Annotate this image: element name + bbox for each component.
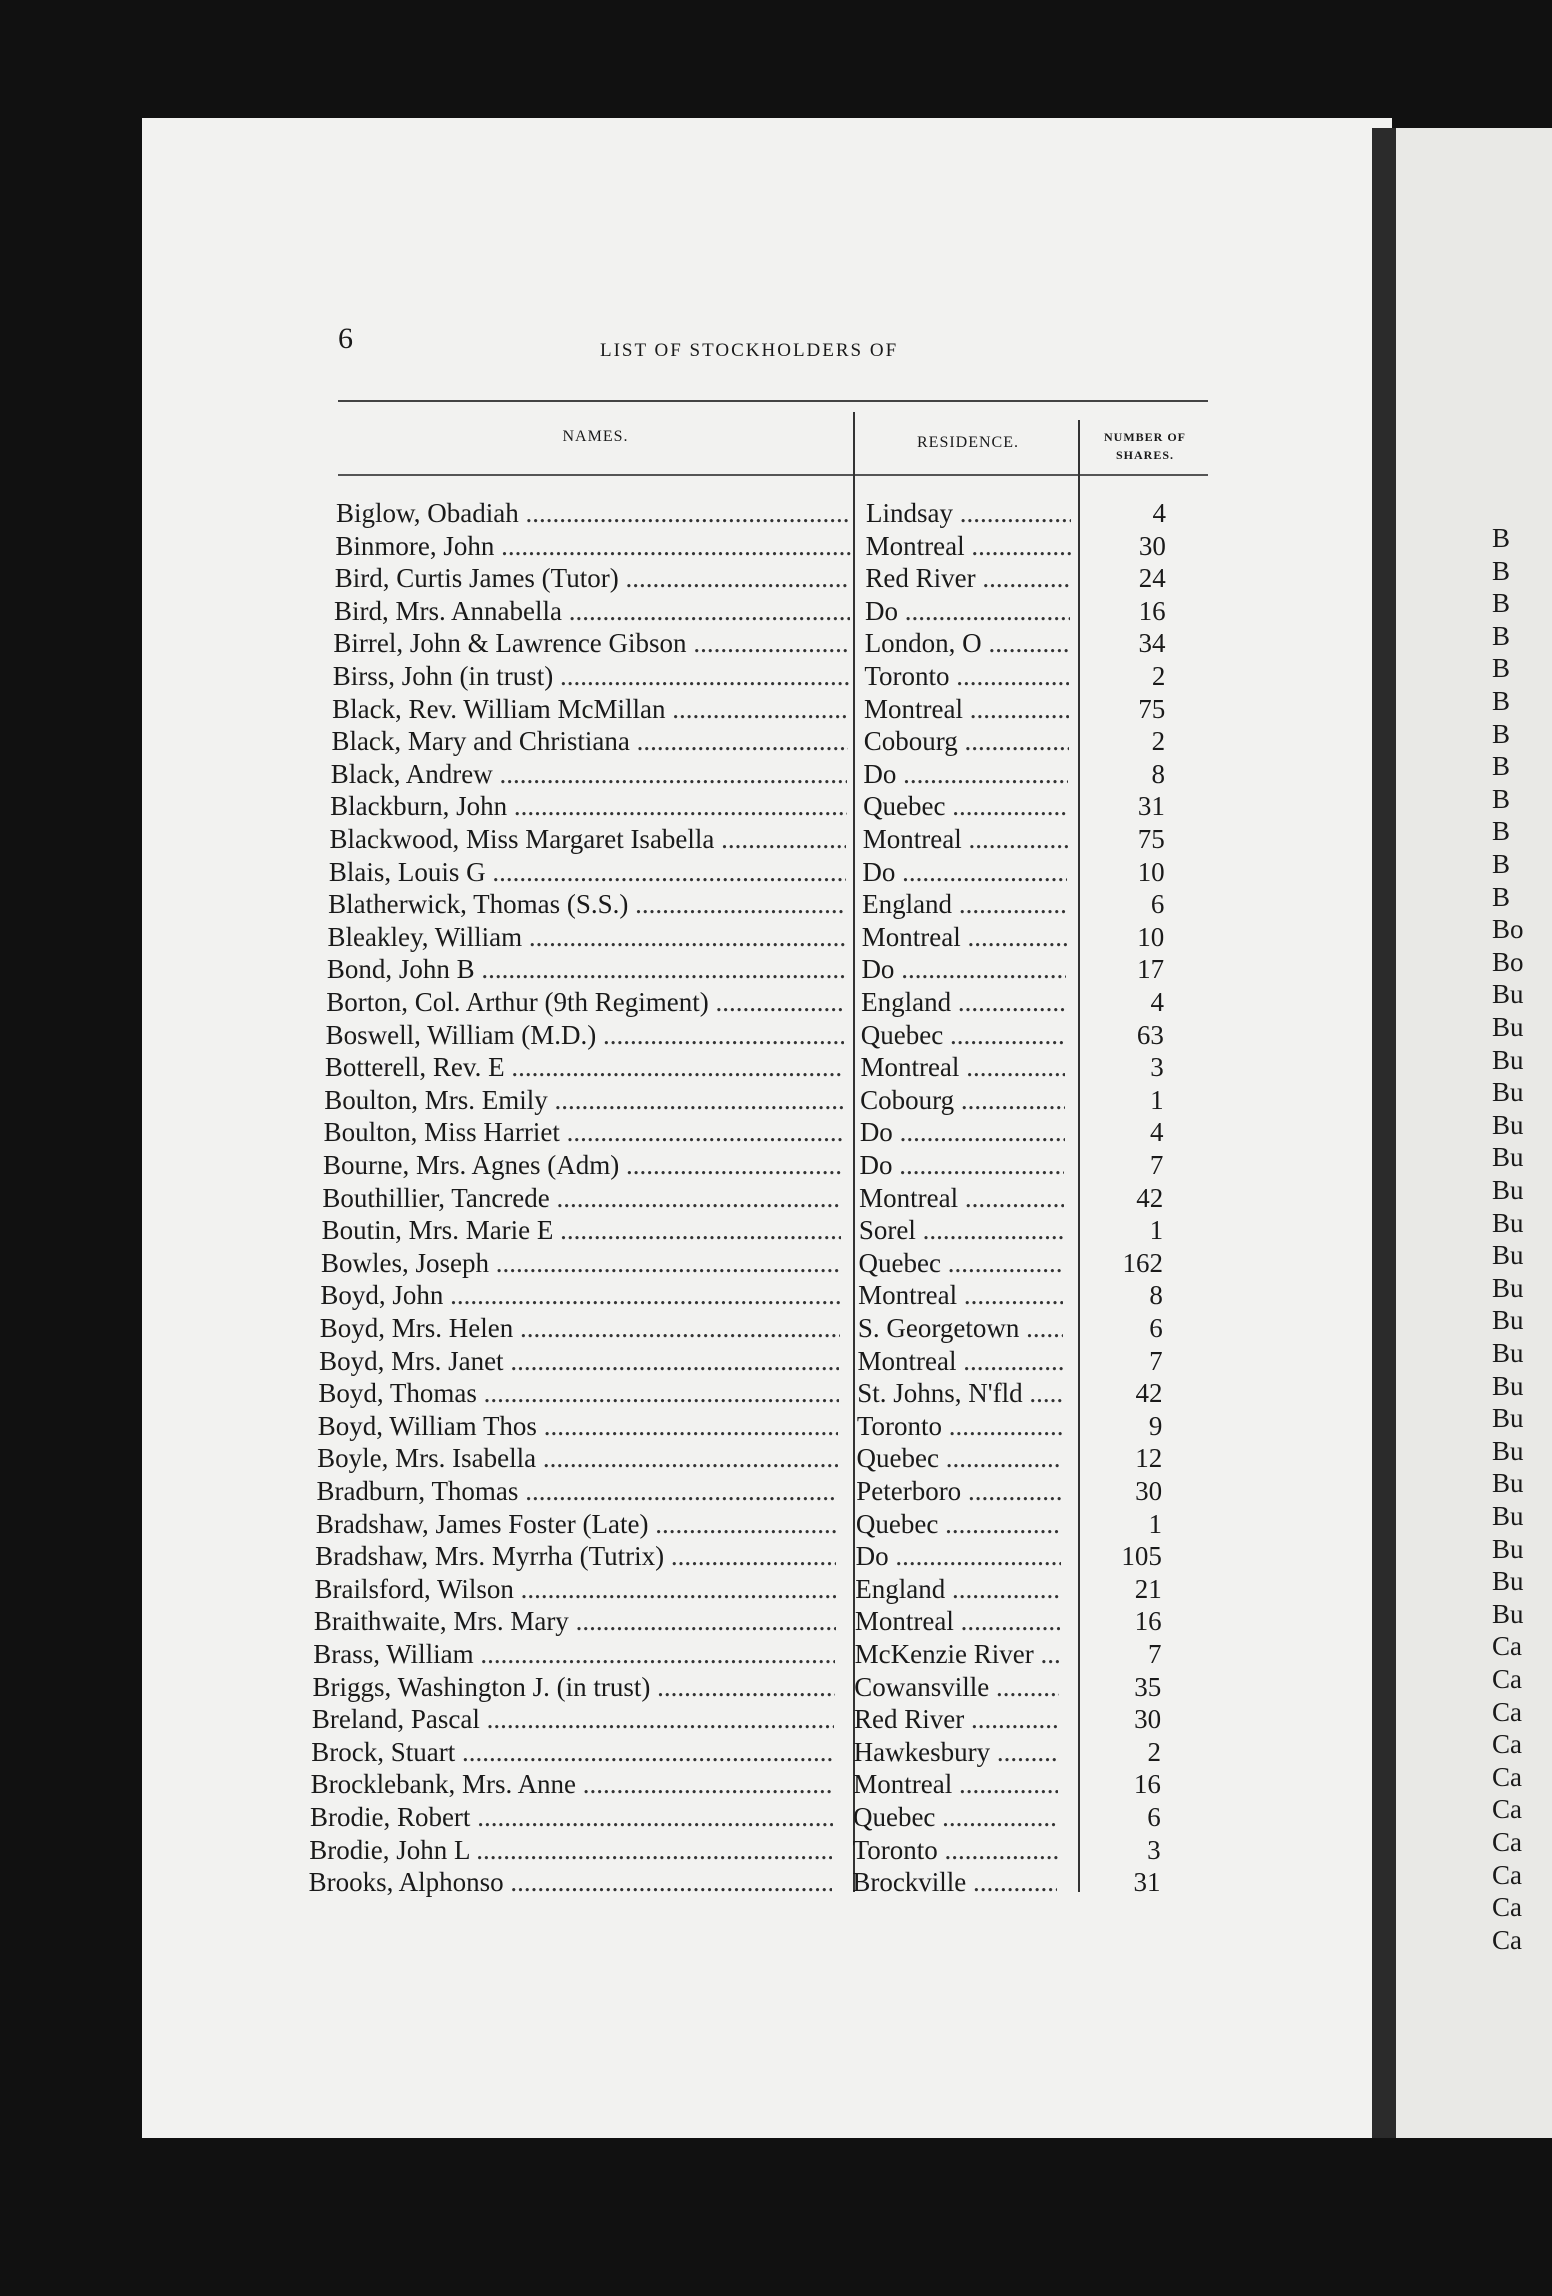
stockholder-name: Biglow, Obadiah ..... (336, 497, 851, 529)
stockholder-residence: Cobourg ..... (860, 1084, 1065, 1116)
stockholder-name: Boulton, Mrs. Emily ..... (324, 1084, 843, 1116)
stockholder-shares: 1 (1148, 1508, 1162, 1539)
stockholder-residence: Do ..... (860, 1116, 1065, 1148)
header-shares-line2: SHARES. (1115, 448, 1175, 462)
stockholder-name: Boyle, Mrs. Isabella ..... (317, 1442, 838, 1474)
stockholder-name: Boutin, Mrs. Marie E ..... (322, 1214, 841, 1246)
stockholder-name: Birss, John (in trust) ..... (333, 660, 849, 692)
stockholder-shares: 10 (1137, 921, 1165, 952)
facing-page-fragment: Bu (1492, 979, 1524, 1010)
stockholder-residence: Brockville ..... (852, 1866, 1057, 1898)
facing-page-fragment: Ca (1492, 1892, 1522, 1923)
stockholder-residence: Cobourg ..... (864, 725, 1069, 757)
facing-page-fragment: B (1492, 555, 1511, 586)
stockholder-shares: 105 (1121, 1541, 1162, 1572)
stockholder-name: Boyd, Mrs. Helen ..... (320, 1312, 840, 1344)
facing-page-fragment: Ca (1492, 1924, 1522, 1955)
stockholder-name: Blackwood, Miss Margaret Isabella ..... (329, 823, 846, 855)
stockholder-name: Bowles, Joseph ..... (321, 1247, 840, 1279)
stockholder-shares: 9 (1148, 1410, 1163, 1441)
facing-page-fragment: Bu (1492, 1175, 1524, 1205)
running-title: LIST OF STOCKHOLDERS OF (600, 340, 899, 361)
stockholder-name: Bird, Mrs. Annabella ..... (334, 595, 850, 627)
facing-page-fragment: Ca (1492, 1696, 1522, 1727)
stockholder-name: Blackburn, John ..... (330, 790, 847, 822)
stockholder-residence: Cowansville ..... (854, 1671, 1059, 1703)
stockholder-residence: Peterboro ..... (856, 1475, 1061, 1507)
stockholder-shares: 2 (1151, 726, 1166, 757)
stockholder-shares: 6 (1149, 1313, 1163, 1343)
stockholder-residence: Montreal ..... (864, 693, 1069, 725)
stockholder-name: Blais, Louis G ..... (329, 856, 846, 888)
stockholder-residence: London, O ..... (865, 627, 1070, 659)
facing-page-fragment: Bu (1492, 1468, 1524, 1499)
stockholder-shares: 31 (1133, 1867, 1161, 1898)
stockholder-name: Bleakley, William ..... (328, 921, 846, 953)
stockholder-shares: 30 (1135, 1476, 1163, 1506)
stockholder-name: Bird, Curtis James (Tutor) ..... (335, 562, 850, 594)
stockholder-residence: Do ..... (862, 856, 1067, 888)
stockholder-shares: 8 (1149, 1280, 1163, 1311)
stockholder-name: Brooks, Alphonso ..... (309, 1866, 832, 1898)
stockholder-shares: 16 (1134, 1606, 1162, 1637)
stockholder-residence: England ..... (862, 888, 1067, 920)
stockholder-shares: 1 (1150, 1084, 1164, 1115)
facing-page-fragment: B (1492, 588, 1511, 619)
stockholder-residence: St. Johns, N'fld ..... (857, 1377, 1062, 1409)
stockholder-shares: 30 (1134, 1704, 1162, 1735)
stockholder-name: Breland, Pascal ..... (312, 1703, 834, 1735)
facing-page-fragment: Ca (1492, 1631, 1522, 1662)
stockholder-shares: 30 (1138, 530, 1166, 561)
facing-page-fragment: Ca (1492, 1859, 1522, 1890)
header-names: NAMES. (562, 428, 629, 445)
facing-page-fragment: B (1492, 751, 1511, 782)
stockholder-residence: Quebec ..... (853, 1801, 1058, 1833)
stockholder-shares: 16 (1138, 595, 1166, 626)
stockholder-name: Boyd, Thomas ..... (318, 1377, 838, 1409)
stockholder-name: Boyd, John ..... (320, 1279, 840, 1311)
facing-page-fragment: Bo (1492, 914, 1524, 945)
stockholder-name: Bradshaw, Mrs. Myrrha (Tutrix) ..... (315, 1540, 836, 1572)
stockholder-name: Brodie, John L ..... (309, 1834, 832, 1866)
facing-page-fragment: Ca (1492, 1664, 1522, 1694)
facing-page-fragment: Bu (1492, 1598, 1524, 1629)
facing-page-fragment: Bu (1492, 1566, 1524, 1597)
stockholder-name: Black, Mary and Christiana ..... (331, 725, 847, 757)
stockholder-shares: 6 (1147, 1802, 1161, 1832)
facing-page-fragment: Bu (1492, 1044, 1524, 1075)
stockholder-residence: Red River ..... (865, 562, 1070, 594)
stockholder-shares: 42 (1135, 1378, 1163, 1409)
stockholder-residence: Quebec ..... (863, 790, 1068, 822)
stockholder-residence: Montreal ..... (866, 530, 1071, 562)
facing-page-fragment: Bo (1492, 946, 1524, 977)
stockholder-name: Bouthillier, Tancrede ..... (322, 1182, 841, 1214)
stockholder-shares: 24 (1138, 563, 1166, 594)
stockholder-shares: 34 (1138, 628, 1166, 659)
facing-page-fragment: Bu (1492, 1012, 1524, 1042)
stockholder-shares: 4 (1152, 498, 1166, 528)
stockholder-shares: 3 (1147, 1834, 1161, 1865)
stockholder-residence: England ..... (861, 986, 1066, 1018)
facing-page-fragment: Bu (1492, 1338, 1524, 1368)
stockholder-shares: 7 (1149, 1150, 1164, 1180)
stockholder-shares: 2 (1147, 1736, 1162, 1767)
facing-page-fragment: Bu (1492, 1272, 1524, 1303)
stockholder-shares: 75 (1137, 824, 1165, 854)
facing-page-fragment: B (1492, 718, 1511, 749)
facing-page-fragment: Bu (1492, 1403, 1524, 1434)
stockholder-residence: Quebec ..... (861, 1019, 1066, 1051)
facing-page-fragment: Bu (1492, 1077, 1524, 1108)
stockholder-residence: Montreal ..... (858, 1279, 1063, 1311)
stockholder-shares: 4 (1150, 987, 1165, 1017)
facing-page-fragment: B (1492, 523, 1511, 553)
stockholder-residence: Quebec ..... (857, 1442, 1062, 1474)
stockholder-shares: 35 (1134, 1671, 1162, 1702)
facing-page-fragment: B (1492, 849, 1511, 879)
stockholder-name: Bourne, Mrs. Agnes (Adm) ..... (323, 1149, 842, 1181)
stockholder-name: Brodie, Robert ..... (310, 1801, 833, 1833)
stockholder-residence: Hawkesbury ..... (854, 1736, 1059, 1768)
stockholder-shares: 10 (1137, 856, 1165, 887)
facing-page-fragment: Bu (1492, 1435, 1524, 1466)
stockholder-name: Black, Andrew ..... (331, 758, 848, 790)
stockholder-residence: Montreal ..... (862, 921, 1067, 953)
stockholder-residence: Do ..... (859, 1149, 1064, 1181)
stockholder-name: Briggs, Washington J. (in trust) ..... (313, 1671, 835, 1703)
stockholder-shares: 75 (1138, 693, 1166, 724)
facing-page-fragment: B (1492, 881, 1511, 912)
stockholder-name: Boulton, Miss Harriet ..... (324, 1116, 843, 1148)
stockholder-name: Boswell, William (M.D.) ..... (326, 1019, 844, 1051)
facing-page-fragment: Bu (1492, 1142, 1524, 1173)
facing-page-fragment: B (1492, 783, 1511, 814)
stockholder-residence: Do ..... (861, 953, 1066, 985)
stockholder-shares: 7 (1147, 1639, 1162, 1669)
stockholder-name: Binmore, John ..... (335, 530, 850, 562)
facing-page-fragment: Bu (1492, 1109, 1524, 1140)
stockholder-shares: 6 (1150, 889, 1165, 920)
stockholder-residence: Do ..... (865, 595, 1070, 627)
stockholder-residence: Toronto ..... (864, 660, 1069, 692)
stockholder-residence: England ..... (855, 1573, 1060, 1605)
stockholder-name: Bradburn, Thomas ..... (316, 1475, 837, 1507)
stockholder-residence: Do ..... (863, 758, 1068, 790)
stockholder-residence: S. Georgetown ..... (858, 1312, 1063, 1344)
facing-page-fragment: B (1492, 686, 1511, 716)
stockholder-shares: 3 (1150, 1052, 1164, 1083)
stockholder-name: Bond, John B ..... (327, 953, 845, 985)
stockholder-shares: 42 (1136, 1182, 1164, 1213)
facing-page-fragment: Bu (1492, 1533, 1524, 1564)
stockholder-shares: 7 (1149, 1345, 1163, 1376)
facing-page-fragment: Bu (1492, 1370, 1524, 1401)
stockholder-shares: 21 (1134, 1573, 1162, 1604)
stockholder-shares: 162 (1122, 1247, 1163, 1278)
facing-page-fragment: B (1492, 653, 1511, 684)
stockholder-shares: 63 (1136, 1019, 1164, 1050)
stockholder-residence: Montreal ..... (860, 1051, 1065, 1083)
stockholder-residence: Montreal ..... (853, 1768, 1058, 1800)
facing-page-fragment: Bu (1492, 1207, 1524, 1238)
stockholder-residence: Do ..... (856, 1540, 1061, 1572)
header-residence: RESIDENCE. (917, 434, 1019, 451)
facing-page-fragment: Bu (1492, 1305, 1524, 1336)
stockholder-residence: Montreal ..... (863, 823, 1068, 855)
facing-page-fragment: Bu (1492, 1501, 1524, 1531)
facing-page-fragment: B (1492, 816, 1511, 847)
stockholder-shares: 17 (1137, 954, 1165, 985)
stockholder-name: Boyd, Mrs. Janet ..... (319, 1345, 839, 1377)
stockholder-name: Brock, Stuart ..... (311, 1736, 833, 1768)
stockholder-residence: Quebec ..... (856, 1508, 1061, 1540)
facing-page-fragment: Bu (1492, 1240, 1524, 1271)
stockholder-name: Borton, Col. Arthur (9th Regiment) ..... (326, 986, 844, 1018)
stockholder-name: Botterell, Rev. E ..... (325, 1051, 843, 1083)
stockholder-name: Braithwaite, Mrs. Mary ..... (314, 1605, 836, 1637)
stockholder-shares: 4 (1150, 1117, 1164, 1148)
stockholder-residence: Quebec ..... (859, 1247, 1064, 1279)
stockholder-residence: Red River ..... (854, 1703, 1059, 1735)
stockholder-residence: McKenzie River ..... (855, 1638, 1060, 1670)
facing-page-fragment: Ca (1492, 1761, 1522, 1792)
stockholder-name: Black, Rev. William McMillan ..... (332, 693, 848, 725)
stockholder-shares: 31 (1137, 791, 1165, 822)
facing-page-fragment: Ca (1492, 1827, 1522, 1857)
stockholder-name: Brocklebank, Mrs. Anne ..... (311, 1768, 834, 1800)
facing-page-fragment: Ca (1492, 1794, 1522, 1825)
stockholder-name: Blatherwick, Thomas (S.S.) ..... (328, 888, 845, 920)
stockholder-residence: Montreal ..... (859, 1182, 1064, 1214)
stockholder-shares: 16 (1133, 1769, 1161, 1800)
stockholder-name: Bradshaw, James Foster (Late) ..... (316, 1508, 837, 1540)
stockholder-shares: 8 (1151, 758, 1165, 789)
stockholder-shares: 1 (1149, 1215, 1164, 1246)
stockholder-name: Birrel, John & Lawrence Gibson ..... (333, 627, 849, 659)
stockholder-name: Boyd, William Thos ..... (318, 1410, 838, 1442)
stockholder-shares: 2 (1151, 661, 1166, 691)
stockholder-residence: Montreal ..... (858, 1345, 1063, 1377)
stockholder-name: Brailsford, Wilson ..... (315, 1573, 836, 1605)
stockholder-residence: Toronto ..... (853, 1834, 1058, 1866)
stockholder-residence: Toronto ..... (857, 1410, 1062, 1442)
stockholder-residence: Montreal ..... (855, 1605, 1060, 1637)
stockholder-shares: 12 (1135, 1443, 1163, 1474)
stockholder-residence: Lindsay ..... (866, 497, 1071, 529)
header-shares-line1: NUMBER OF (1104, 430, 1186, 444)
facing-page-fragment: B (1492, 620, 1511, 651)
facing-page-fragment: Ca (1492, 1729, 1522, 1760)
stockholder-residence: Sorel ..... (859, 1214, 1064, 1246)
page-number: 6 (338, 322, 353, 355)
stockholder-name: Brass, William ..... (313, 1638, 835, 1670)
